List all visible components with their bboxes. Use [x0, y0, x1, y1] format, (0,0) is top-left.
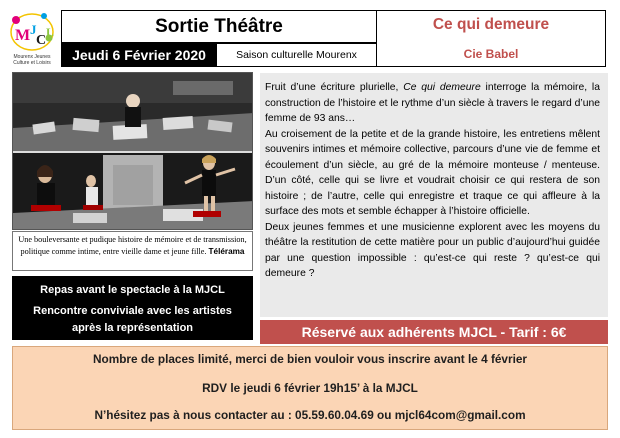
event-date: Jeudi 6 Février 2020 — [61, 43, 217, 67]
svg-text:M: M — [15, 27, 31, 44]
price-banner: Réservé aux adhérents MJCL - Tarif : 6€ — [260, 320, 608, 344]
description-paragraph-1 — [265, 80, 600, 127]
logo-caption-1: Mourenx Jeunes — [13, 54, 51, 60]
meal-line-1: Repas avant le spectacle à la MJCL — [40, 284, 225, 296]
caption-text: Une bouleversante et pudique histoire de mémoire et de transmission, politique comme intime, entre vieille dame et jeune fille. — [18, 235, 247, 256]
svg-text:J: J — [30, 22, 37, 37]
show-header — [377, 10, 606, 67]
show-title: Ce qui demeure — [432, 16, 550, 33]
svg-text:C: C — [36, 33, 47, 48]
show-description — [260, 73, 608, 317]
registration-line: Nombre de places limité, merci de bien vouloir vous inscrire avant le 4 février — [92, 352, 528, 366]
description-p1-end: interroge la mémoire, la construction de l’histoire et le rythme d’un siècle à travers le regard d’une femme de 93 ans… — [265, 82, 600, 124]
meeting-line: RDV le jeudi 6 février 19h15’ à la MJCL — [202, 381, 418, 395]
description-paragraph-3: Deux jeunes femmes et une musicienne explorent avec les moyens du théâtre la restitution de cette matière pour un public d’aujourd’hui guidée par une question impossible : qu’est-ce qui reste ? qu’est-ce qui demeure ? — [265, 221, 600, 279]
meal-info-box — [12, 276, 253, 340]
logo-caption-2: Culture et Loisirs — [13, 60, 51, 66]
description-paragraph-2: Au croisement de la petite et de la grande histoire, les entretiens mêlent souvenirs intimes et mémoire collective, parcours d’une vie de femme et écoulement d’un siècle, au gré de la mémoire monteuse / menteuse. D’un côté, celle qui se livre et voudrait choisir ce qui restera de son histoire ; de l’autre, celle qui enregistre et traque ce qui affleure à la surface des mots et semble échapper à l’histoire officielle. — [265, 128, 600, 217]
company-name: Cie Babel — [463, 47, 519, 61]
meal-line-2: Rencontre conviviale avec les artistes — [33, 305, 232, 317]
photo-caption — [12, 231, 253, 271]
mjcl-logo-icon — [6, 8, 58, 54]
stage-photo-icon — [13, 73, 253, 230]
caption-source: Télérama — [208, 247, 245, 256]
description-p1-title: Ce qui demeure — [403, 82, 481, 93]
meal-line-3: après la représentation — [71, 322, 194, 334]
mjcl-logo — [6, 8, 58, 72]
contact-line: N’hésitez pas à nous contacter au : 05.59.60.04.69 ou mjcl64com@gmail.com — [94, 408, 526, 422]
season-label: Saison culturelle Mourenx — [217, 43, 377, 67]
description-p1-start: Fruit d’une écriture plurielle, — [265, 82, 404, 93]
page-title: Sortie Théâtre — [61, 10, 377, 43]
stage-photo — [12, 72, 253, 230]
svg-text:L: L — [46, 25, 55, 39]
registration-box — [12, 346, 608, 430]
